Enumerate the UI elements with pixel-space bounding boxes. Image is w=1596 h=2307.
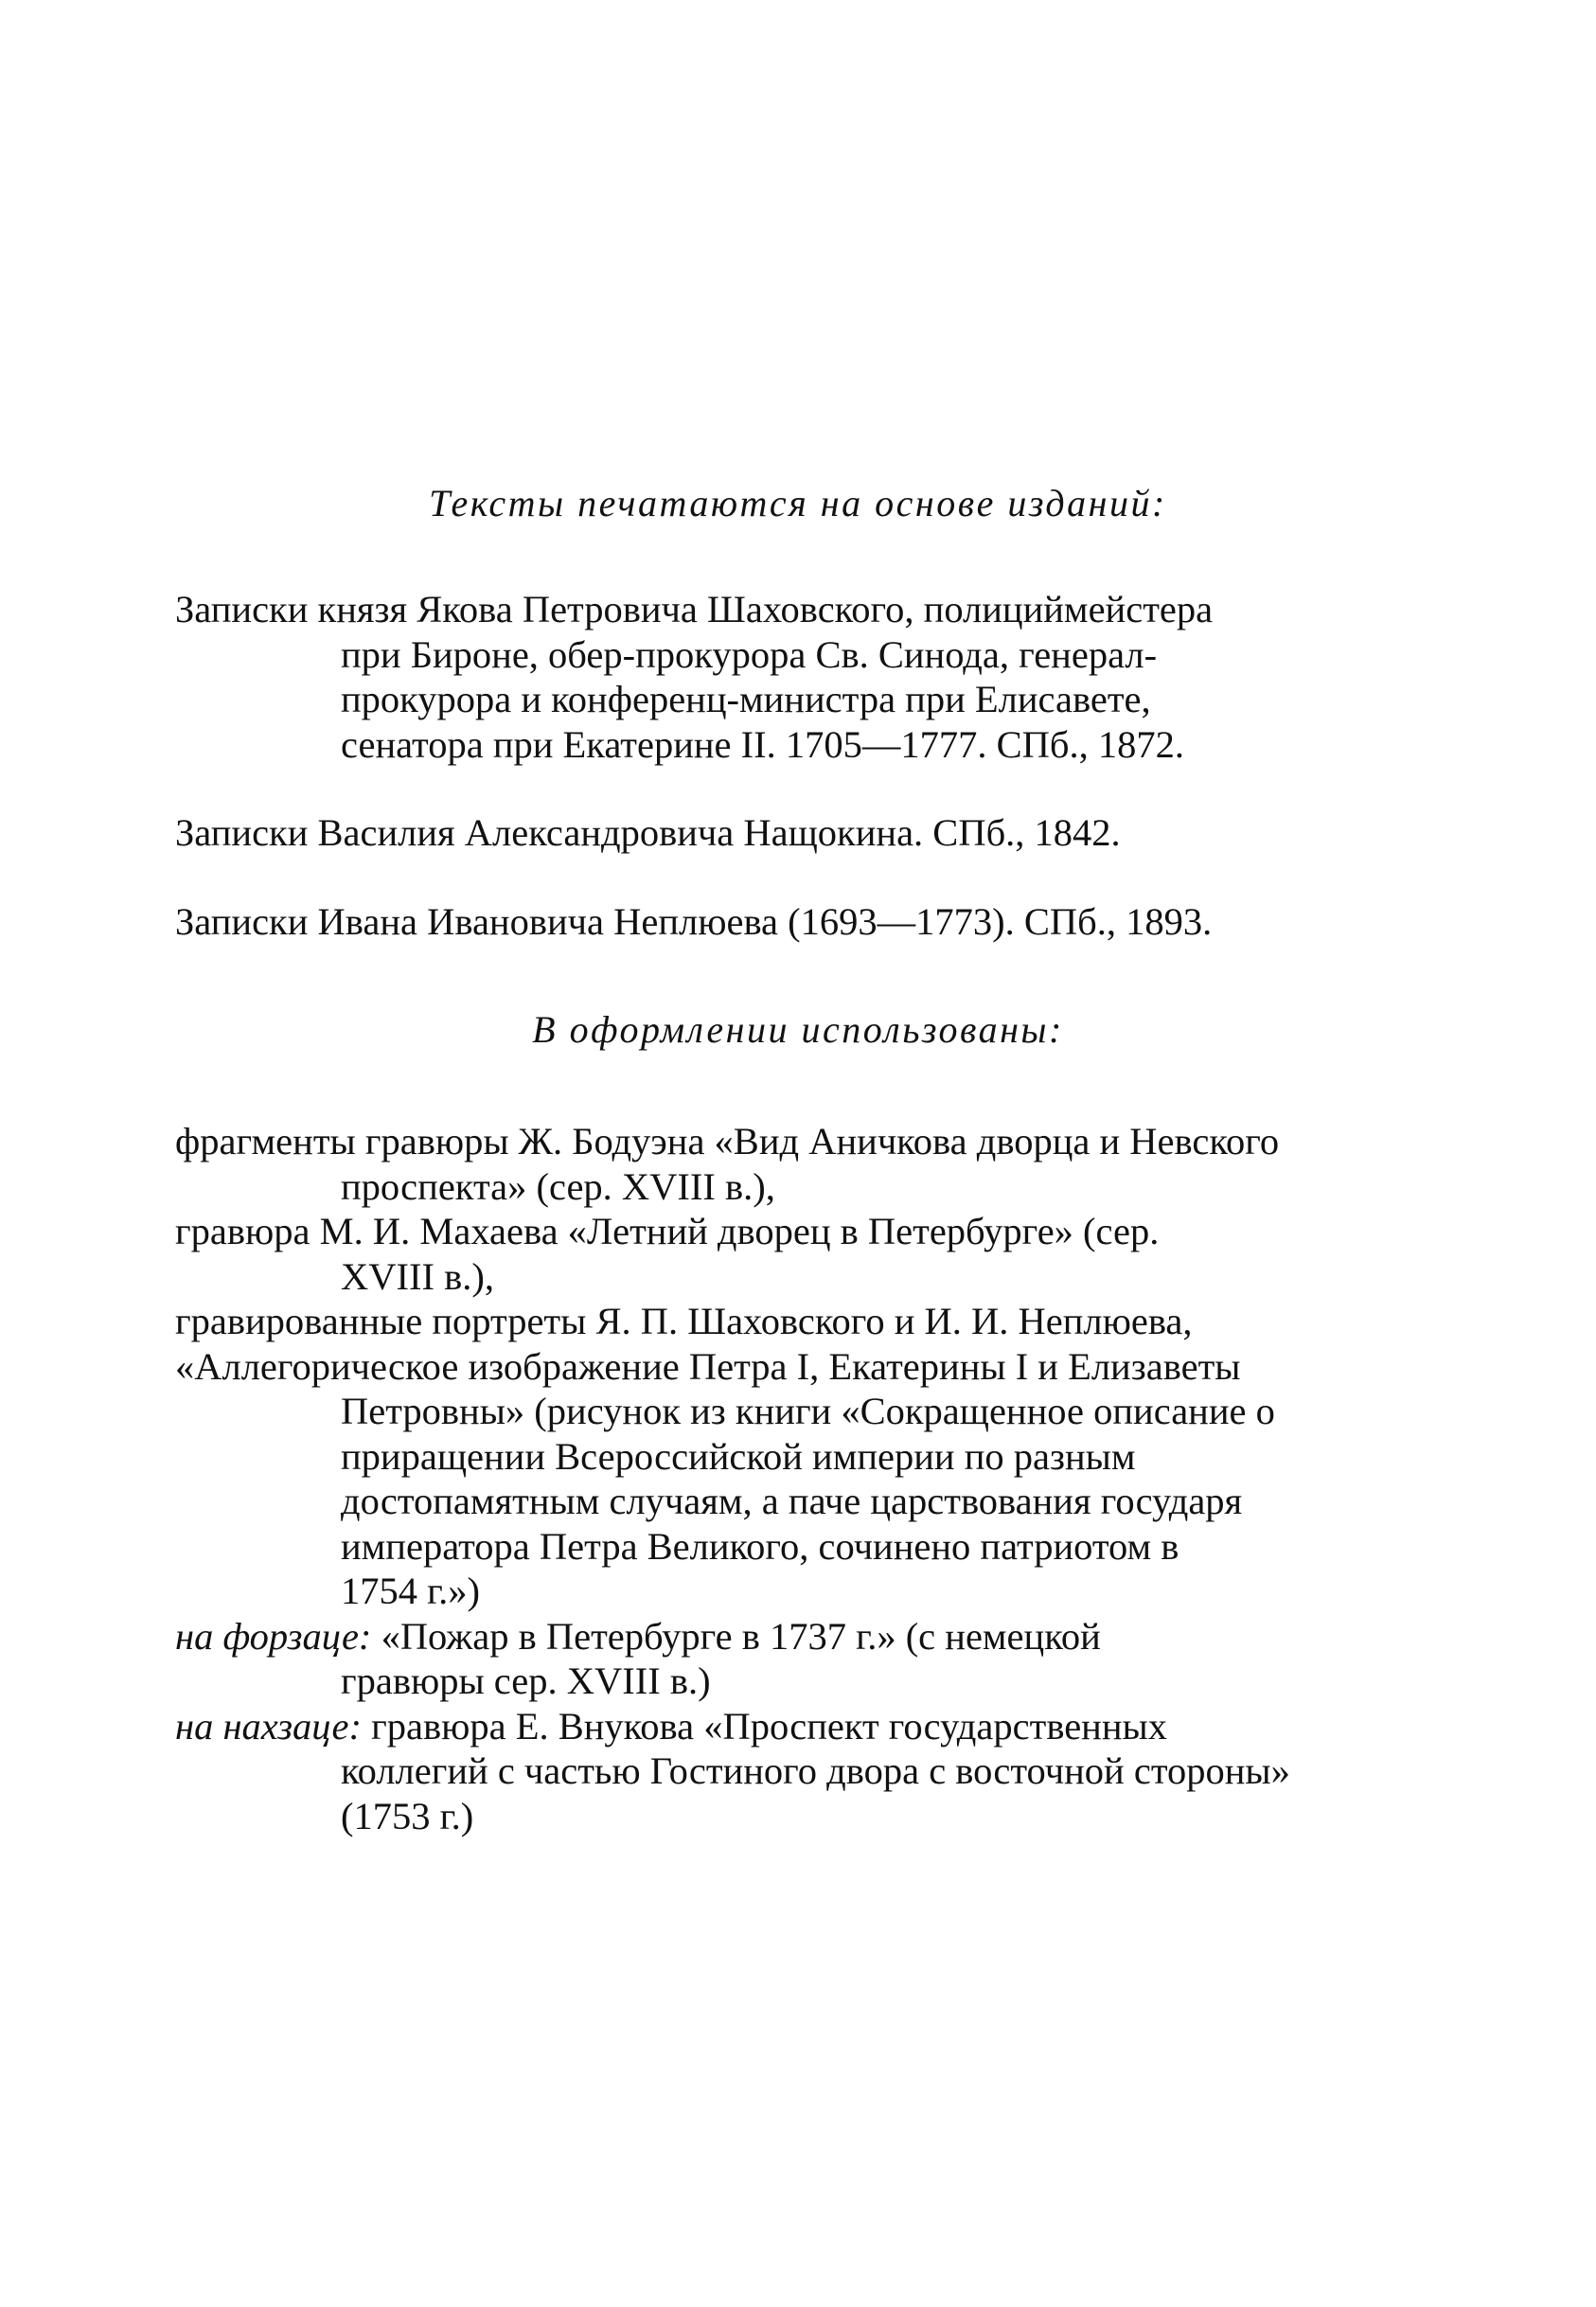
source-line: сенатора при Екатерине II. 1705—1777. СПб., 1872. xyxy=(341,722,1184,766)
source-line: Записки Василия Александровича Нащокина. СПб., 1842. xyxy=(175,811,1121,854)
design-line: проспекта» (сер. XVIII в.), xyxy=(341,1164,775,1208)
source-line: Записки Ивана Ивановича Неплюева (1693—1773). СПб., 1893. xyxy=(175,899,1213,943)
design-line: гравюра М. И. Махаева «Летний дворец в Петербурге» (сер. xyxy=(175,1210,1160,1252)
design-line: фрагменты гравюры Ж. Бодуэна «Вид Аничкова дворца и Невского xyxy=(175,1120,1280,1162)
design-list xyxy=(175,1119,1481,1838)
design-line: 1754 г.») xyxy=(341,1570,481,1612)
design-line-nakhzats xyxy=(175,1704,1481,1749)
design-line: гравированные портреты Я. П. Шаховского и И. И. Неплюева, xyxy=(175,1300,1193,1342)
design-line: гравюры сер. XVIII в.) xyxy=(341,1659,711,1702)
sources-list xyxy=(175,587,1481,944)
source-entry-nashchokin xyxy=(175,810,1481,856)
sources-heading: Тексты печатаются на основе изданий: xyxy=(429,482,1167,524)
design-line: коллегий с частью Гостиного двора с восточной стороны» xyxy=(341,1749,1290,1792)
source-entry-neplyuev xyxy=(175,899,1481,945)
design-line: приращении Всероссийской империи по разным xyxy=(341,1434,1136,1478)
forzats-text: «Пожар в Петербурге в 1737 г.» (с немецкой xyxy=(381,1614,1101,1658)
design-line: Петровны» (рисунок из книги «Сокращенное описание о xyxy=(341,1390,1275,1432)
nakhzats-label: на нахзаце: xyxy=(175,1704,363,1748)
design-heading: В оформлении использованы: xyxy=(532,1008,1064,1051)
design-line-forzats xyxy=(175,1614,1481,1659)
source-line: при Бироне, обер-прокурора Св. Синода, генерал- xyxy=(341,632,1158,676)
source-line: Записки князя Якова Петровича Шаховского, полициймейстера xyxy=(175,588,1214,630)
design-line: императора Петра Великого, сочинено патриотом в xyxy=(341,1524,1179,1568)
source-line: прокурора и конференц-министра при Елисавете, xyxy=(341,678,1151,720)
source-entry-shakhovskoy xyxy=(175,587,1481,767)
design-line: (1753 г.) xyxy=(341,1794,474,1837)
design-line: XVIII в.), xyxy=(341,1254,494,1298)
design-line: «Аллегорическое изображение Петра I, Екатерины I и Елизаветы xyxy=(175,1344,1241,1388)
nakhzats-text: гравюра Е. Внукова «Проспект государственных xyxy=(371,1704,1167,1748)
forzats-label: на форзаце: xyxy=(175,1614,372,1658)
design-line: достопамятным случаям, а паче царствования государя xyxy=(341,1480,1243,1522)
